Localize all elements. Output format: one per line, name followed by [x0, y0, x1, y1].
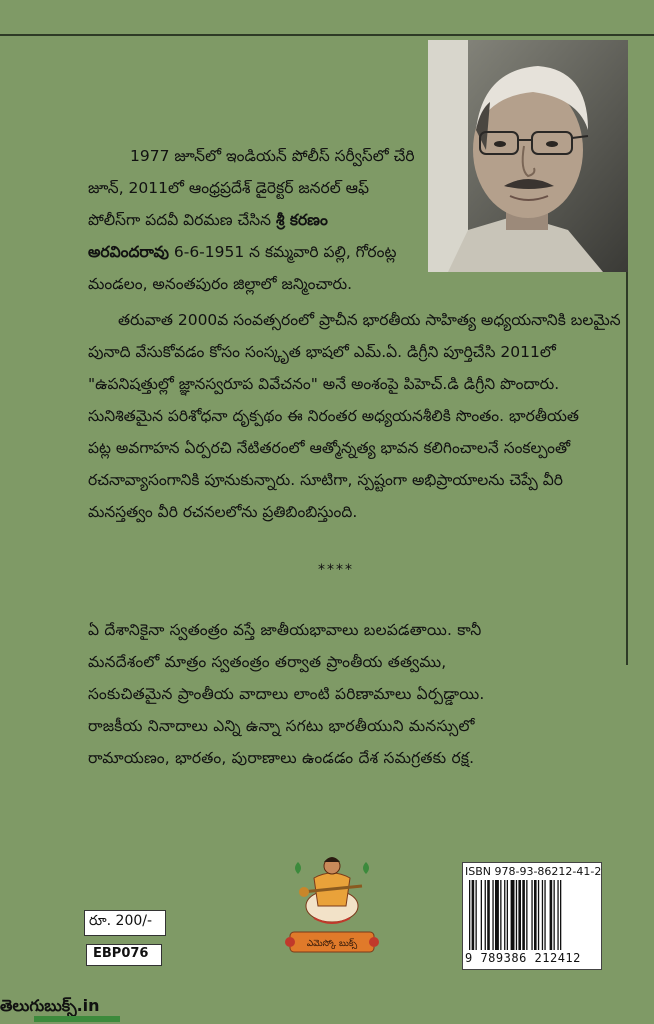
- intro-line: 1977 జూన్‌లో ఇండియన్ పోలీస్ సర్వీస్‌లో చేరి: [130, 147, 415, 165]
- author-bio-paragraph: [88, 304, 621, 528]
- blurb-line: రాజకీయ నినాదాలు ఎన్ని ఉన్నా సగటు భారతీయుని మనస్సులో: [88, 717, 475, 735]
- blurb-line: సంకుచితమైన ప్రాంతీయ వాదాలు లాంటి పరిణామాలు ఏర్పడ్డాయి.: [88, 685, 485, 703]
- author-name-part: శ్రీ కరణం: [275, 211, 328, 229]
- barcode-bar: [485, 880, 486, 950]
- blurb-line: మనదేశంలో మాత్రం స్వతంత్రం తర్వాత ప్రాంతీయ తత్వము,: [88, 653, 447, 671]
- barcode-bar: [516, 880, 517, 950]
- barcode-bar: [469, 880, 470, 950]
- barcode-bar: [500, 880, 501, 950]
- intro-line-text: 6-6-1951 న కమ్మవారి పల్లి, గోరంట్ల: [168, 243, 397, 261]
- bio-line: సునిశితమైన పరిశోధనా దృక్పథం ఈ నిరంతర అధ్యయనశీలికి సొంతం. భారతీయత: [88, 407, 579, 425]
- bio-line: మనస్తత్వం వీరి రచనలలోను ప్రతిబింబిస్తుంది.: [88, 503, 358, 521]
- bio-line: "ఉపనిషత్తుల్లో జ్ఞానస్వరూప వివేచనం" అనే అంశంపై పిహెచ్.డి డిగ్రీని పొందారు.: [88, 375, 560, 393]
- book-code: EBP076: [93, 946, 149, 961]
- barcode: [469, 880, 595, 950]
- bio-line: తరువాత 2000వ సంవత్సరంలో ప్రాచీన భారతీయ సాహిత్య అధ్యయనానికి బలమైన: [118, 311, 621, 329]
- barcode-bar: [544, 880, 545, 950]
- barcode-bar: [476, 880, 477, 950]
- barcode-bar: [507, 880, 508, 950]
- price: రూ. 200/-: [89, 913, 153, 929]
- barcode-bar: [560, 880, 561, 950]
- barcode-bar: [542, 880, 543, 950]
- isbn-digits: 9 789386 212412: [465, 951, 581, 965]
- right-divider: [626, 270, 628, 665]
- barcode-bar: [481, 880, 482, 950]
- publisher-logo: [284, 848, 380, 960]
- barcode-bar: [504, 880, 505, 950]
- book-code-box: [86, 944, 162, 966]
- intro-line: [88, 236, 415, 268]
- price-box: [84, 910, 166, 936]
- author-photo: [428, 40, 628, 272]
- book-blurb-paragraph: [88, 614, 485, 774]
- barcode-bar: [534, 880, 537, 950]
- barcode-bar: [511, 880, 515, 950]
- barcode-bar: [487, 880, 490, 950]
- author-name-part: అరవిందరావు: [88, 243, 169, 261]
- barcode-bar: [554, 880, 555, 950]
- intro-line: జూన్, 2011లో ఆంధ్రప్రదేశ్ డైరెక్టర్ జనరల్ ఆఫ్: [88, 179, 370, 197]
- site-watermark: తెలుగుబుక్స్.in: [0, 996, 100, 1015]
- barcode-bar: [550, 880, 553, 950]
- barcode-bar: [495, 880, 499, 950]
- barcode-bar: [531, 880, 532, 950]
- bio-line: పునాది వేసుకోవడం కోసం సంస్కృత భాషలో ఎమ్.ఏ. డిగ్రీని పూర్తిచేసి 2011లో: [88, 343, 556, 361]
- blurb-line: రామాయణం, భారతం, పురాణాలు ఉండడం దేశ సమగ్రతకు రక్ష.: [88, 749, 475, 767]
- barcode-bar: [526, 880, 527, 950]
- barcode-bar: [518, 880, 521, 950]
- top-divider: [0, 34, 654, 36]
- publisher-logo-text: ఎమెస్కో బుక్స్: [306, 939, 358, 949]
- intro-line: [88, 204, 415, 236]
- barcode-bar: [522, 880, 525, 950]
- barcode-bar: [557, 880, 558, 950]
- barcode-bar: [538, 880, 539, 950]
- bio-line: రచనావ్యాసంగానికి పూనుకున్నారు. సూటిగా, స్పష్టంగా అభిప్రాయాలను చెప్పే వీరి: [88, 471, 563, 489]
- blurb-line: ఏ దేశానికైనా స్వతంత్రం వస్తే జాతీయభావాలు బలపడతాయి. కానీ: [88, 621, 482, 639]
- author-intro-paragraph: [88, 140, 415, 300]
- barcode-bar: [472, 880, 475, 950]
- barcode-bar: [492, 880, 493, 950]
- isbn-barcode-box: [462, 862, 602, 970]
- intro-line: మండలం, అనంతపురం జిల్లాలో జన్మించారు.: [88, 275, 353, 293]
- watermark-underline: [34, 1016, 120, 1022]
- isbn-label: ISBN 978-93-86212-41-2: [465, 865, 602, 878]
- intro-line-text: పోలీస్‌గా పదవీ విరమణ చేసిన: [88, 211, 276, 229]
- bio-line: పట్ల అవగాహన ఏర్పరచి నేటితరంలో ఆత్మోన్నత్య భావన కలిగించాలనే సంకల్పంతో: [88, 439, 571, 457]
- section-separator: ****: [318, 562, 354, 578]
